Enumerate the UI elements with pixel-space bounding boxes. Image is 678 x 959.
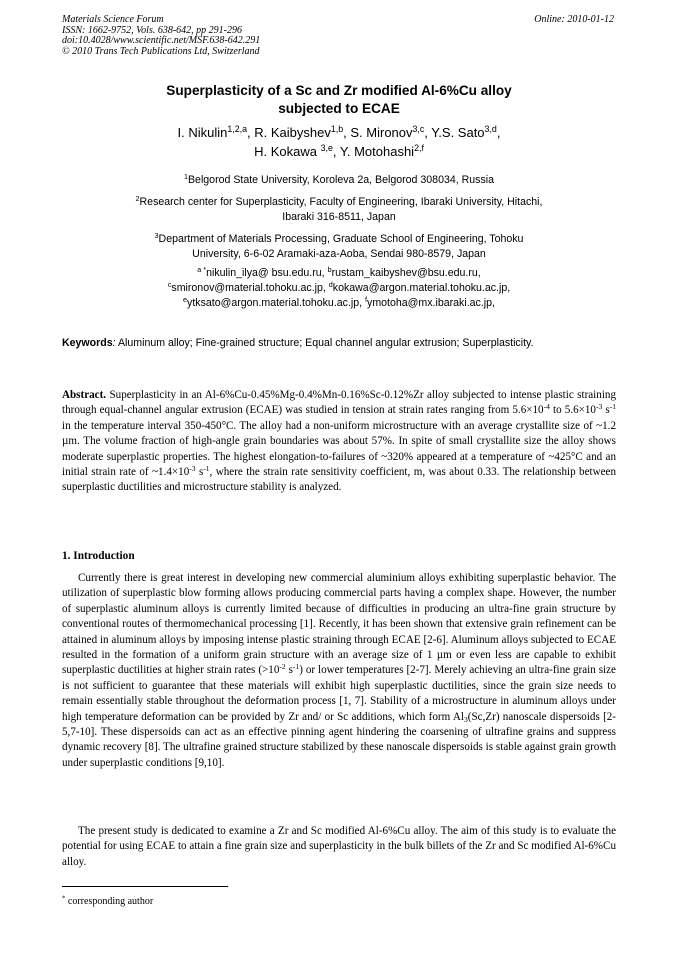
footnote-mark: * [62,895,66,903]
doi-line: doi:10.4028/www.scientific.net/MSF.638-642.291 [62,35,261,46]
keywords-label: Keywords [62,337,113,349]
affiliation-number: 3 [154,231,159,241]
affiliation-3 [62,232,616,262]
abstract-text: Superplasticity in an Al-6%Cu-0.45%Mg-0.4%Mn-0.16%Sc-0.12%Zr alloy subjected to intense plastic straining through equal-channel angular extrusion (ECAE) was studied in tension at strain rates ranging from 5.6×10 [62,389,616,417]
author-name: I. Nikulin [177,125,228,140]
affiliation-text: Department of Materials Processing, Graduate School of Engineering, Tohoku [158,233,524,245]
keywords-text: Aluminum alloy; Fine-grained structure; Equal channel angular extrusion; Superplasticity. [115,337,534,349]
paragraph-text: ) or lower temperatures [2-7]. Merely achieving an ultra-fine grain size is not sufficient to guarantee that these materials will exhibit high superplastic ductilities, since the grain size needs to remain essentially stable throughout the deformation process [1, 7]. Stability of a microstructure in aluminum alloys under high temperature deformation can be provided by Zr and/ or Sc additions, which form Al [62,664,616,723]
abstract-text: , where the strain rate sensitivity coefficient, m, was about 0.33. The relationship between superplastic ductilities and microstructure stability is analyzed. [62,466,617,494]
paragraph-text: s [285,664,293,677]
exponent: -1 [203,463,210,473]
paragraph-text: (Sc,Zr) nanoscale dispersoids [2-5,7-10]. These dispersoids can act as an effective pinning agent hindering the coarsening of ultrafine grains and suppress dynamic recovery [8]. The ultrafine grained structure stabilized by these nanoscale dispersoids is stable against grain growth under superplastic conditions [9,10]. [62,710,616,769]
footnote-rule [62,886,228,887]
affiliation-text: Belgorod State University, Koroleva 2a, Belgorod 308034, Russia [187,174,495,186]
abstract-text: s [602,404,610,417]
section-heading: 1. Introduction [62,550,135,562]
journal-name: Materials Science Forum [62,14,164,25]
author-affil-mark: 3,e [320,143,333,154]
email-mark: b [327,265,332,275]
author-line-1: I. Nikulin$^{1,2,a}$, R. Kaibyshev$^{1,b}$, S. Mironov$^{3,c}$, Y.S. Sato$^{3,d}$, [177,124,501,140]
email-mark: d [328,280,333,290]
email-address: ytksato@argon.material.tohoku.ac.jp, [187,297,363,309]
author-line-2: H. Kokawa $^{3,e}$, Y. Motohashi$^{2,f}$ [254,143,424,159]
author-affil-mark: 3,d [484,124,497,135]
email-block [62,266,616,311]
email-mark: e [183,295,188,305]
intro-paragraph-2: The present study is dedicated to examine a Zr and Sc modified Al-6%Cu alloy. The aim of this study is to evaluate the potential for using ECAE to attain a fine grain size and superplasticity in the bulk billets of the Zr and Sc modified Al-6%Cu alloy. [62,825,616,868]
author-name: Y.S. Sato [431,125,485,140]
email-address: ymotoha@mx.ibaraki.ac.jp, [367,297,495,309]
footnote-text: corresponding author [65,896,154,907]
copyright-line: © 2010 Trans Tech Publications Ltd, Switzerland [62,45,260,57]
affiliation-line [62,232,616,247]
author-list [62,123,616,161]
email-mark: a * [197,265,207,275]
author-name: H. Kokawa [254,144,317,159]
author-affil-mark: 1,2,a [227,124,248,135]
email-line [62,266,616,281]
affiliation-line: Ibaraki 316-8511, Japan [282,211,396,223]
exponent: -3 [595,402,603,412]
exponent: -4 [543,402,550,412]
email-line [62,281,616,296]
affiliation-1 [62,173,616,188]
email-address: rustam_kaibyshev@bsu.edu.ru, [331,267,481,279]
email-address: smironov@material.tohoku.ac.jp, [171,282,326,294]
abstract-label: Abstract. [62,389,107,401]
author-affil-mark: 2,f [414,143,424,154]
author-name: Y. Motohashi [339,144,415,159]
author-name: S. Mironov [350,125,413,140]
intro-paragraph-1 [62,571,616,771]
author-affil-mark: 3,c [412,124,425,135]
issn-line: ISSN: 1662-9752, Vols. 638-642, pp 291-296 [62,24,242,36]
title-line-1: Superplasticity of a Sc and Zr modified Al-6%Cu alloy [166,83,512,98]
journal-header [62,15,260,57]
exponent: -1 [609,402,616,412]
abstract [62,388,616,496]
affiliation-line: University, 6-6-02 Aramaki-aza-Aoba, Sendai 980-8579, Japan [192,248,486,260]
title-line-2: subjected to ECAE [278,101,400,116]
online-date: Online: 2010-01-12 [534,14,614,25]
footnote [62,896,153,907]
paper-title [62,82,616,118]
author-name: R. Kaibyshev [254,125,331,140]
affiliation-line [62,195,616,210]
affiliation-text: Research center for Superplasticity, Faculty of Engineering, Ibaraki University, Hitachi, [139,196,543,208]
exponent: -3 [189,463,196,473]
email-address: kokawa@argon.material.tohoku.ac.jp, [332,282,511,294]
subscript: 3 [464,714,468,724]
abstract-text: s [195,466,204,479]
keywords-colon: : [112,337,116,349]
exponent: -1 [292,662,300,672]
affiliation-2 [62,195,616,225]
abstract-text: in the temperature interval 350-450°C. The alloy had a non-uniform microstructure with an average crystallite size of ~1.2 µm. The volume fraction of high-angle grain boundaries was about 57%. In spite of small crystallite size the alloy shows moderate superplastic properties. The highest elongation-to-failures of ~320% appeared at a temperature of ~425°C and an initial strain rate of ~1.4×10 [62,419,616,479]
keywords [62,336,616,351]
email-mark: c [167,280,172,290]
email-line [62,296,616,311]
author-affil-mark: 1,b [330,124,344,135]
affiliation-number: 2 [135,194,140,204]
email-mark: f [365,295,368,305]
paragraph-text: Currently there is great interest in developing new commercial aluminium alloys exhibiting superplastic behavior. The utilization of superplastic blow forming allows producing commercial parts having a complex shape. However, the number of superplastic aluminum alloys is currently limited because of difficulties in producing an ultra-fine grain structure by conventional routes of thermomechanical processing [1]. Recently, it has been shown that extensive grain refinement can be attained in aluminum alloys by imposing intense plastic straining through ECAE [2-6]. Aluminum alloys subjected to ECAE resulted in the formation of a uniform grain structure with an average size of 1 µm or even less are capable to exhibit superplastic ductilities at higher strain rates (>10 [62,572,616,677]
affiliation-number: 1 [183,172,188,182]
exponent: -2 [279,662,286,672]
abstract-text: to 5.6×10 [549,404,596,417]
email-address: nikulin_ilya@ bsu.edu.ru, [206,267,325,279]
